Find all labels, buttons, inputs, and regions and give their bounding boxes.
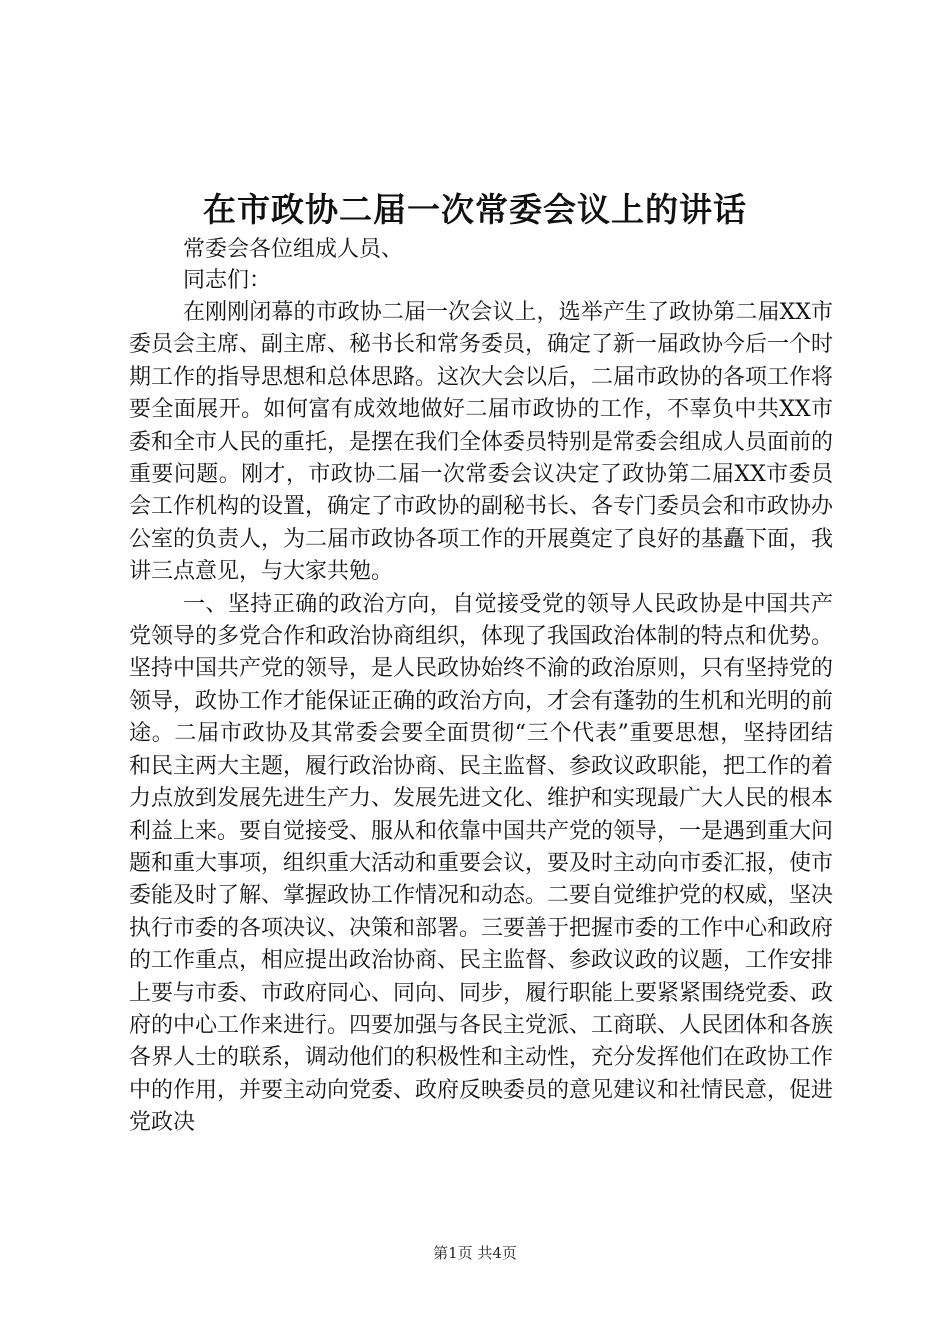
salutation-line-1: 常委会各位组成人员、 (183, 237, 404, 262)
document-title: 在市政协二届一次常委会议上的讲话 (203, 190, 747, 229)
body-paragraph-2: 一、坚持正确的政治方向，自觉接受党的领导人民政协是中国共产党领导的多党合作和政治协商组织，体现了我国政治体制的特点和优势。坚持中国共产党的领导，是人民政协始终不渝的政治原则，只有坚持党的领导，政协工作才能保证正确的政治方向，才会有蓬勃的生机和光明的前途。二届市政协及其常委会要全面贯彻“三个代表”重要思想，坚持团结和民主两大主题，履行政治协商、民主监督、参政议政职能，把工作的着力点放到发展先进生产力、发展先进文化、维护和实现最广大人民的根本利益上来。要自觉接受、服从和依靠中国共产党的领导，一是遇到重大问题和重大事项，组织重大活动和重要会议，要及时主动向市委汇报，使市委能及时了解、掌握政协工作情况和动态。二要自觉维护党的权威，坚决执行市委的各项决议、决策和部署。三要善于把握市委的工作中心和政府的工作重点，相应提出政治协商、民主监督、参政议政的议题，工作安排上要与市委、市政府同心、同向、同步，履行职能上要紧紧围绕党委、政府的中心工作来进行。四要加强与各民主党派、工商联、人民团体和各族各界人士的联系，调动他们的积极性和主动性，充分发挥他们在政协工作中的作用，并要主动向党委、政府反映委员的意见建议和社情民意，促进党政决 (129, 591, 834, 1136)
salutation-line-2: 同志们： (183, 268, 272, 293)
document-body (129, 297, 833, 1140)
page-footer: 第1页 共4页 (433, 1244, 517, 1262)
body-paragraph-1: 在刚刚闭幕的市政协二届一次会议上，选举产生了政协第二届XX市委员会主席、副主席、秘书长和常务委员，确定了新一届政协今后一个时期工作的指导思想和总体思路。这次大会以后，二届市政协的各项工作将要全面展开。如何富有成效地做好二届市政协的工作，不辜负中共XX市委和全市人民的重托，是摆在我们全体委员特别是常委会组成人员面前的重要问题。刚才，市政协二届一次常委会议决定了政协第二届XX市委员会工作机构的设置，确定了市政协的副秘书长、各专门委员会和市政协办公室的负责人，为二届市政协各项工作的开展奠定了良好的基矗下面，我讲三点意见，与大家共勉。 (129, 300, 834, 585)
